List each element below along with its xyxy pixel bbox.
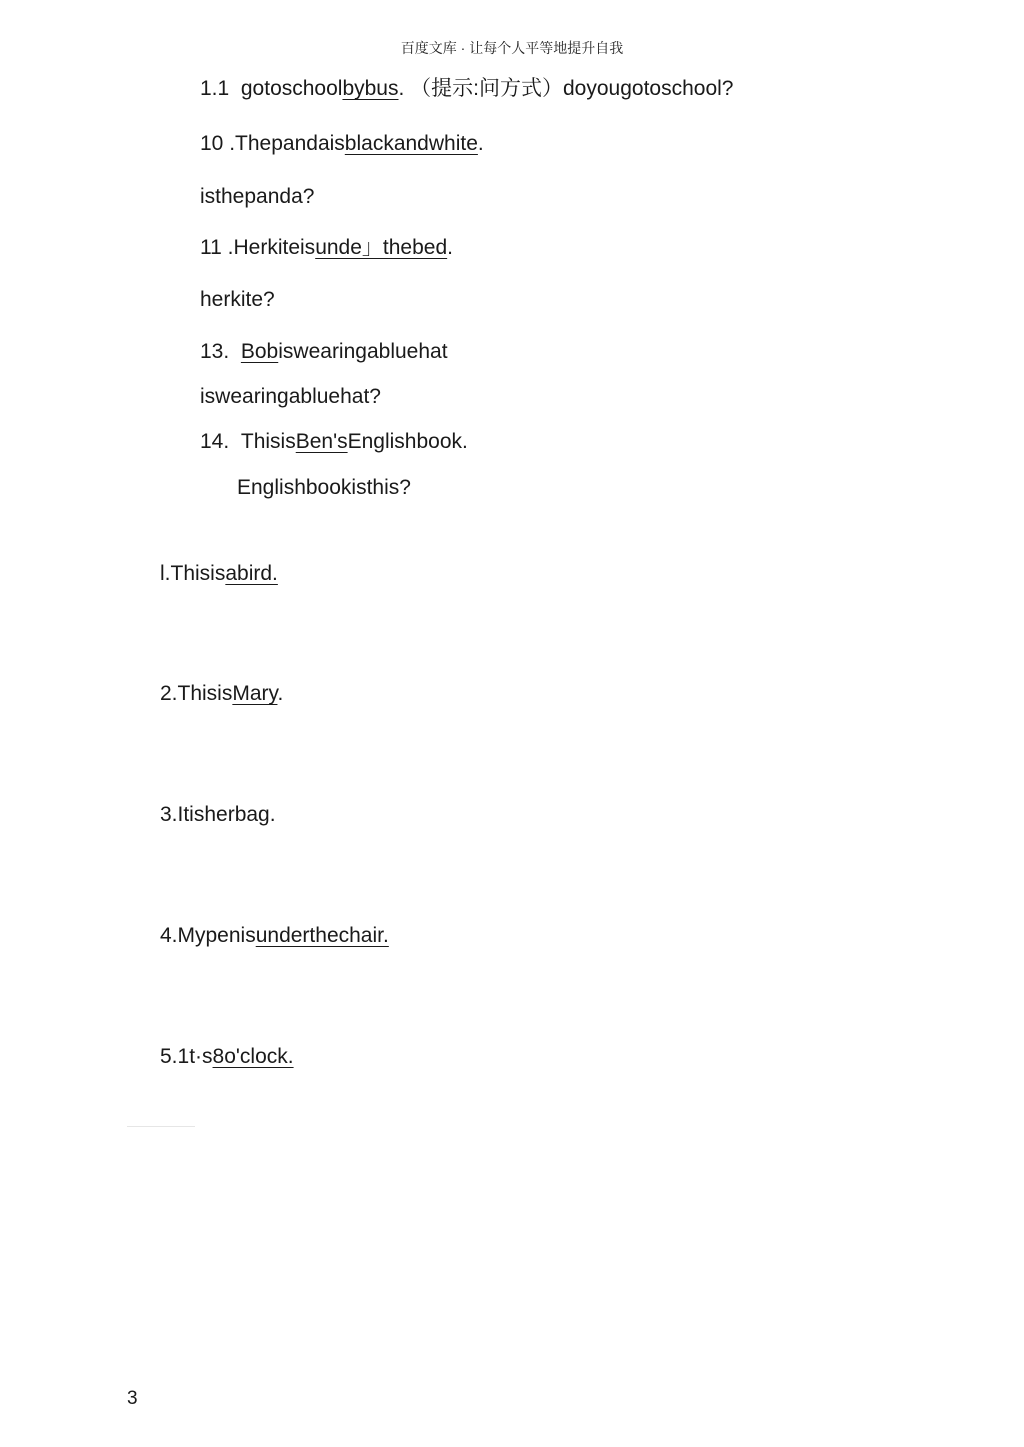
- question-text: . （提示:问方式）doyougotoschool?: [398, 77, 734, 100]
- item-text: 4.Mypenis: [160, 924, 256, 947]
- page-header: 百度文库 · 让每个人平等地提升自我: [400, 40, 624, 56]
- question-line: [200, 431, 468, 452]
- underlined-text: Mary: [232, 682, 278, 705]
- exercise-item: [160, 804, 276, 825]
- item-text: 3.Itisherbag.: [160, 803, 276, 826]
- exercise-item: [160, 563, 278, 584]
- question-number: 1.1: [200, 77, 230, 100]
- item-text: 5.1t·s: [160, 1045, 213, 1068]
- question-text: .: [477, 132, 484, 155]
- question-line: [200, 78, 733, 99]
- question-line: [200, 133, 484, 154]
- item-text: l.Thisis: [160, 562, 226, 585]
- underlined-text: underthechair.: [255, 924, 389, 947]
- underlined-text: unde」thebed: [315, 236, 448, 259]
- answer-line: Englishbookisthis?: [237, 476, 411, 499]
- question-text: Englishbook.: [347, 430, 468, 453]
- question-text: .Herkiteis: [227, 236, 316, 259]
- item-text: .: [277, 682, 284, 705]
- exercise-item: [160, 925, 389, 946]
- exercise-item: [160, 683, 283, 704]
- question-number: 14.: [200, 430, 230, 453]
- underlined-text: 8o'clock.: [212, 1045, 294, 1068]
- faint-mark: [127, 1126, 195, 1127]
- answer-line: herkite?: [200, 288, 275, 311]
- underlined-text: blackandwhite: [344, 132, 478, 155]
- underlined-text: Bob: [240, 340, 279, 363]
- item-text: 2.Thisis: [160, 682, 233, 705]
- question-text: Thisis: [240, 430, 296, 453]
- underlined-text: abird.: [225, 562, 278, 585]
- underlined-text: Ben's: [295, 430, 348, 453]
- answer-line: isthepanda?: [200, 185, 315, 208]
- question-number: 13.: [200, 340, 230, 363]
- question-number: 11: [200, 236, 222, 259]
- page-number: 3: [127, 1388, 138, 1409]
- question-text: .: [447, 236, 453, 259]
- question-text: .Thepandais: [229, 132, 345, 155]
- question-text: iswearingabluehat: [278, 340, 448, 363]
- question-line: [200, 341, 448, 362]
- answer-line: iswearingabluehat?: [200, 385, 381, 408]
- question-text: gotoschool: [240, 77, 343, 100]
- question-number: 10: [200, 132, 224, 155]
- underlined-text: bybus: [342, 77, 399, 100]
- question-line: [200, 237, 453, 258]
- exercise-item: [160, 1046, 294, 1067]
